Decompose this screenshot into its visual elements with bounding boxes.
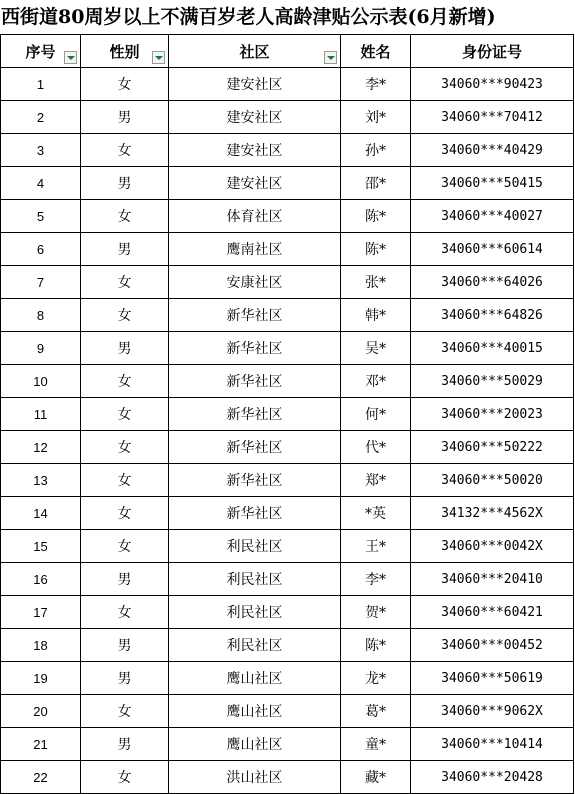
id-number-cell: 34060***20428 <box>411 761 574 794</box>
table-row <box>1 365 574 398</box>
header-gender-label: 性别 <box>109 42 140 61</box>
name-cell: *英 <box>341 497 411 530</box>
id-number-cell: 34060***40027 <box>411 200 574 233</box>
gender-cell: 男 <box>81 233 169 266</box>
id-number-cell: 34060***20023 <box>411 398 574 431</box>
gender-cell: 女 <box>81 497 169 530</box>
seq-cell: 5 <box>1 200 81 233</box>
header-gender <box>81 35 169 68</box>
gender-cell: 女 <box>81 761 169 794</box>
table-row <box>1 299 574 332</box>
gender-cell: 女 <box>81 431 169 464</box>
gender-cell: 男 <box>81 332 169 365</box>
gender-cell: 女 <box>81 464 169 497</box>
name-cell: 张* <box>341 266 411 299</box>
header-name-label: 姓名 <box>360 42 391 61</box>
table-row <box>1 398 574 431</box>
gender-cell: 女 <box>81 299 169 332</box>
community-cell: 洪山社区 <box>169 761 341 794</box>
name-cell: 童* <box>341 728 411 761</box>
community-cell: 新华社区 <box>169 365 341 398</box>
gender-cell: 女 <box>81 200 169 233</box>
seq-cell: 15 <box>1 530 81 563</box>
name-cell: 孙* <box>341 134 411 167</box>
name-cell: 陈* <box>341 200 411 233</box>
community-cell: 鹰山社区 <box>169 695 341 728</box>
seq-cell: 21 <box>1 728 81 761</box>
table-row <box>1 728 574 761</box>
table-row <box>1 629 574 662</box>
name-cell: 邵* <box>341 167 411 200</box>
name-cell: 吴* <box>341 332 411 365</box>
seq-cell: 18 <box>1 629 81 662</box>
name-cell: 陈* <box>341 629 411 662</box>
gender-cell: 女 <box>81 695 169 728</box>
name-cell: 邓* <box>341 365 411 398</box>
community-cell: 利民社区 <box>169 563 341 596</box>
gender-cell: 女 <box>81 365 169 398</box>
seq-cell: 16 <box>1 563 81 596</box>
header-seq <box>1 35 81 68</box>
table-row <box>1 233 574 266</box>
gender-cell: 男 <box>81 728 169 761</box>
seq-cell: 10 <box>1 365 81 398</box>
gender-cell: 男 <box>81 662 169 695</box>
community-cell: 新华社区 <box>169 332 341 365</box>
header-row <box>1 35 574 68</box>
name-cell: 李* <box>341 563 411 596</box>
id-number-cell: 34060***50415 <box>411 167 574 200</box>
id-number-cell: 34060***9062X <box>411 695 574 728</box>
table-row <box>1 167 574 200</box>
id-number-cell: 34060***50619 <box>411 662 574 695</box>
gender-cell: 女 <box>81 68 169 101</box>
table-row <box>1 464 574 497</box>
name-cell: 郑* <box>341 464 411 497</box>
gender-cell: 男 <box>81 563 169 596</box>
table-row <box>1 563 574 596</box>
seq-cell: 19 <box>1 662 81 695</box>
seq-cell: 4 <box>1 167 81 200</box>
id-number-cell: 34060***60421 <box>411 596 574 629</box>
community-cell: 新华社区 <box>169 497 341 530</box>
table-row <box>1 497 574 530</box>
table-row <box>1 662 574 695</box>
gender-cell: 女 <box>81 530 169 563</box>
community-cell: 新华社区 <box>169 431 341 464</box>
filter-dropdown-icon[interactable] <box>64 51 77 64</box>
seq-cell: 2 <box>1 101 81 134</box>
gender-cell: 女 <box>81 398 169 431</box>
table-row <box>1 761 574 794</box>
community-cell: 建安社区 <box>169 101 341 134</box>
id-number-cell: 34060***50029 <box>411 365 574 398</box>
community-cell: 安康社区 <box>169 266 341 299</box>
community-cell: 鹰南社区 <box>169 233 341 266</box>
header-name <box>341 35 411 68</box>
seq-cell: 9 <box>1 332 81 365</box>
seq-cell: 13 <box>1 464 81 497</box>
community-cell: 建安社区 <box>169 68 341 101</box>
seq-cell: 1 <box>1 68 81 101</box>
community-cell: 新华社区 <box>169 464 341 497</box>
community-cell: 建安社区 <box>169 134 341 167</box>
table-row <box>1 530 574 563</box>
id-number-cell: 34060***40015 <box>411 332 574 365</box>
id-number-cell: 34060***50222 <box>411 431 574 464</box>
id-number-cell: 34060***64026 <box>411 266 574 299</box>
id-number-cell: 34060***00452 <box>411 629 574 662</box>
seq-cell: 17 <box>1 596 81 629</box>
id-number-cell: 34132***4562X <box>411 497 574 530</box>
name-cell: 葛* <box>341 695 411 728</box>
seq-cell: 14 <box>1 497 81 530</box>
filter-dropdown-icon[interactable] <box>324 51 337 64</box>
seq-cell: 11 <box>1 398 81 431</box>
table-row <box>1 134 574 167</box>
name-cell: 藏* <box>341 761 411 794</box>
gender-cell: 女 <box>81 596 169 629</box>
name-cell: 韩* <box>341 299 411 332</box>
name-cell: 王* <box>341 530 411 563</box>
table-row <box>1 596 574 629</box>
id-number-cell: 34060***0042X <box>411 530 574 563</box>
name-cell: 龙* <box>341 662 411 695</box>
name-cell: 代* <box>341 431 411 464</box>
gender-cell: 女 <box>81 134 169 167</box>
community-cell: 利民社区 <box>169 596 341 629</box>
name-cell: 陈* <box>341 233 411 266</box>
table-row <box>1 101 574 134</box>
community-cell: 利民社区 <box>169 530 341 563</box>
table-row <box>1 266 574 299</box>
gender-cell: 男 <box>81 629 169 662</box>
header-seq-label: 序号 <box>25 42 56 61</box>
header-id-label: 身份证号 <box>461 42 522 61</box>
id-number-cell: 34060***60614 <box>411 233 574 266</box>
page-title: 西街道80周岁以上不满百岁老人高龄津贴公示表(6月新增) <box>1 6 496 28</box>
community-cell: 新华社区 <box>169 398 341 431</box>
gender-cell: 男 <box>81 101 169 134</box>
community-cell: 鹰山社区 <box>169 728 341 761</box>
name-cell: 李* <box>341 68 411 101</box>
table-row <box>1 332 574 365</box>
table-row <box>1 431 574 464</box>
community-cell: 利民社区 <box>169 629 341 662</box>
id-number-cell: 34060***70412 <box>411 101 574 134</box>
seq-cell: 8 <box>1 299 81 332</box>
gender-cell: 男 <box>81 167 169 200</box>
community-cell: 鹰山社区 <box>169 662 341 695</box>
id-number-cell: 34060***50020 <box>411 464 574 497</box>
filter-dropdown-icon[interactable] <box>152 51 165 64</box>
name-cell: 刘* <box>341 101 411 134</box>
seq-cell: 3 <box>1 134 81 167</box>
seq-cell: 6 <box>1 233 81 266</box>
id-number-cell: 34060***20410 <box>411 563 574 596</box>
seq-cell: 7 <box>1 266 81 299</box>
seq-cell: 12 <box>1 431 81 464</box>
id-number-cell: 34060***10414 <box>411 728 574 761</box>
name-cell: 贺* <box>341 596 411 629</box>
header-community <box>169 35 341 68</box>
header-community-label: 社区 <box>239 42 270 61</box>
seq-cell: 22 <box>1 761 81 794</box>
name-cell: 何* <box>341 398 411 431</box>
gender-cell: 女 <box>81 266 169 299</box>
id-number-cell: 34060***90423 <box>411 68 574 101</box>
table-row <box>1 695 574 728</box>
seq-cell: 20 <box>1 695 81 728</box>
community-cell: 建安社区 <box>169 167 341 200</box>
id-number-cell: 34060***40429 <box>411 134 574 167</box>
table-row <box>1 200 574 233</box>
community-cell: 新华社区 <box>169 299 341 332</box>
subsidy-table <box>0 34 574 794</box>
table-row <box>1 68 574 101</box>
community-cell: 体育社区 <box>169 200 341 233</box>
id-number-cell: 34060***64826 <box>411 299 574 332</box>
header-id <box>411 35 574 68</box>
